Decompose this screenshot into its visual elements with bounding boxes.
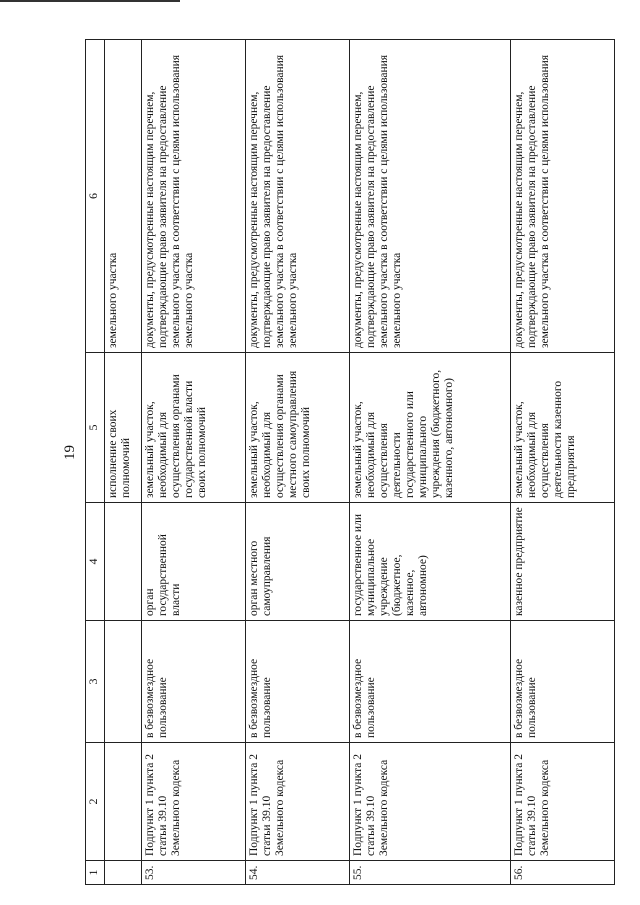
continuation-row <box>105 40 142 885</box>
legal-basis: Подпункт 1 пункта 2 статьи 39.10 Земельного кодекса <box>245 743 349 861</box>
rotated-table-wrapper <box>85 40 615 885</box>
cell-empty <box>105 743 142 861</box>
documents: документы, предусмотренные настоящим перечнем, подтверждающие право заявителя на предоставление земельного участка в соответствии с целями использования земельного участка <box>245 40 349 353</box>
row-number: 53. <box>142 861 246 885</box>
column-header-4: 4 <box>86 503 105 621</box>
applicant: орган местного самоуправления <box>245 503 349 621</box>
right-type: в безвозмездное пользование <box>245 621 349 743</box>
table-row <box>511 40 615 885</box>
cell-empty <box>105 861 142 885</box>
land-parcel: земельный участок, необходимый для осуществления органами государственной власти своих полномочий <box>142 353 246 503</box>
column-header-3: 3 <box>86 621 105 743</box>
table-row <box>349 40 511 885</box>
documents: документы, предусмотренные настоящим перечнем, подтверждающие право заявителя на предоставление земельного участка в соответствии с целями использования земельного участка <box>142 40 246 353</box>
row-number: 56. <box>511 861 615 885</box>
cell-empty <box>105 503 142 621</box>
continuation-col5: исполнение своих полномочий <box>105 353 142 503</box>
row-number: 54. <box>245 861 349 885</box>
table-row <box>142 40 246 885</box>
cell-empty <box>105 621 142 743</box>
applicant: казенное предприятие <box>511 503 615 621</box>
documents: документы, предусмотренные настоящим перечнем, подтверждающие право заявителя на предоставление земельного участка в соответствии с целями использования земельного участка <box>349 40 511 353</box>
top-rule <box>0 0 180 2</box>
land-parcel: земельный участок, необходимый для осуществления деятельности казенного предприятия <box>511 353 615 503</box>
land-parcel: земельный участок, необходимый для осуществления органами местного самоуправления своих полномочий <box>245 353 349 503</box>
header-row <box>86 40 105 885</box>
applicant: орган государственной власти <box>142 503 246 621</box>
legal-basis: Подпункт 1 пункта 2 статьи 39.10 Земельного кодекса <box>511 743 615 861</box>
right-type: в безвозмездное пользование <box>511 621 615 743</box>
land-parcel-table <box>85 39 615 885</box>
column-header-6: 6 <box>86 40 105 353</box>
column-header-5: 5 <box>86 353 105 503</box>
row-number: 55. <box>349 861 511 885</box>
right-type: в безвозмездное пользование <box>142 621 246 743</box>
land-parcel: земельный участок, необходимый для осуществления деятельности государственного или муниципального учреждения (бюджетного, казенного, автономного) <box>349 353 511 503</box>
applicant: государственное или муниципальное учреждение (бюджетное, казенное, автономное) <box>349 503 511 621</box>
column-header-1: 1 <box>86 861 105 885</box>
column-header-2: 2 <box>86 743 105 861</box>
documents: документы, предусмотренные настоящим перечнем, подтверждающие право заявителя на предоставление земельного участка в соответствии с целями использования <box>511 40 615 353</box>
legal-basis: Подпункт 1 пункта 2 статьи 39.10 Земельного кодекса <box>349 743 511 861</box>
legal-basis: Подпункт 1 пункта 2 статьи 39.10 Земельного кодекса <box>142 743 246 861</box>
continuation-col6: земельного участка <box>105 40 142 353</box>
right-type: в безвозмездное пользование <box>349 621 511 743</box>
page-number: 19 <box>62 445 78 460</box>
table-row <box>245 40 349 885</box>
